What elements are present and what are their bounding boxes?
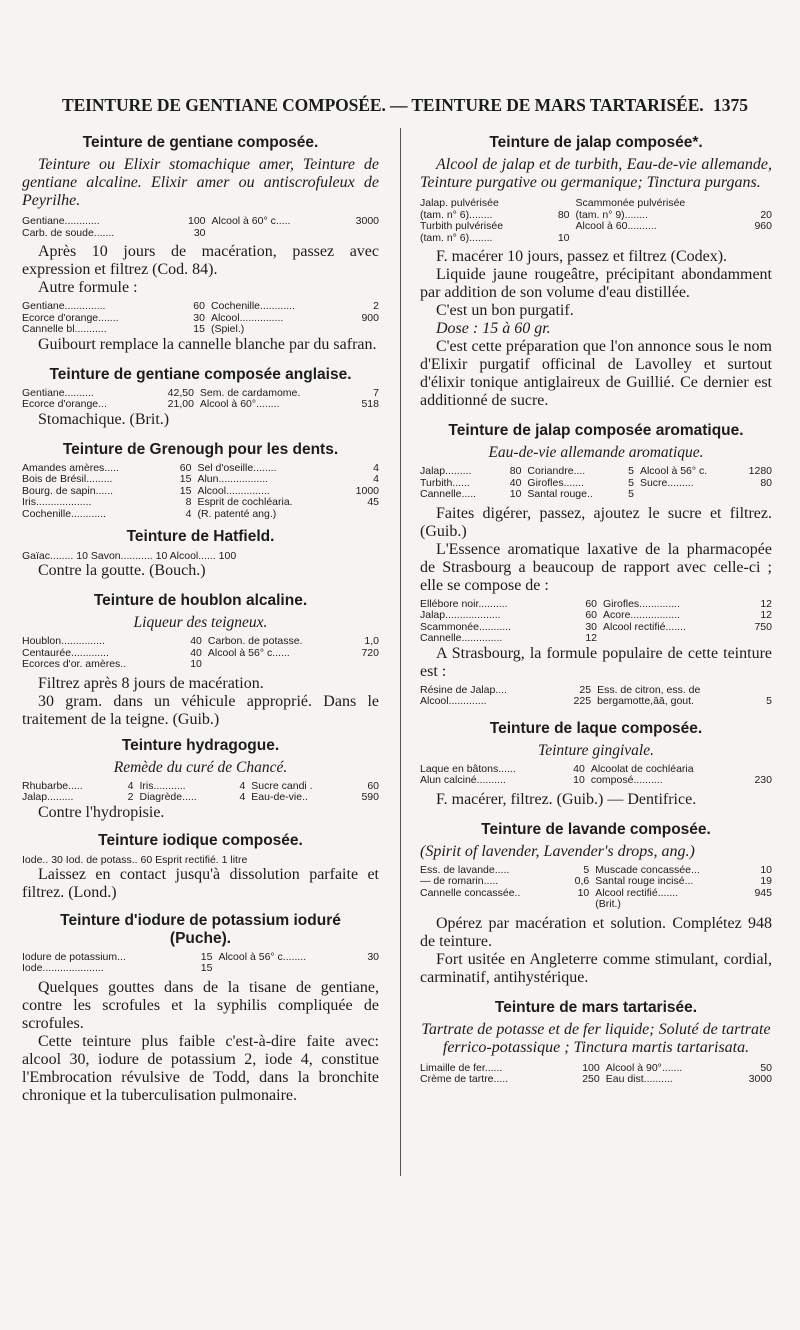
ingredient-quantity: 4 <box>127 779 134 792</box>
ingredient-quantity: 21,00 <box>167 398 194 410</box>
ingredient-quantity: 2 <box>373 300 379 312</box>
section-title: Teinture de jalap composée*. <box>489 134 703 151</box>
ingredient-quantity <box>343 509 379 521</box>
ingredient-quantity <box>360 963 379 975</box>
right-column <box>420 128 772 1086</box>
section-title: Teinture de mars tartarisée. <box>494 998 698 1016</box>
paragraph: 30 gram. dans un véhicule approprié. Dans le traitement de la teigne. (Guib.) <box>22 692 379 728</box>
ingredient-quantity: 5 <box>766 695 772 707</box>
ingredient-name: — de romarin..... <box>420 875 499 887</box>
ingredient-quantity: 10 <box>760 863 772 876</box>
ingredient-quantity: 100 <box>582 1061 600 1074</box>
paragraph: L'Essence aromatique laxative de la pharmacopée de Strasbourg a beaucoup de rapport avec celle-ci ; elle se compose de : <box>420 540 772 594</box>
ingredient-quantity: 20 <box>760 208 772 221</box>
ingredient-quantity: 30 <box>367 950 379 963</box>
section-title: Teinture de houblon alcaline. <box>93 592 308 609</box>
recipe-row <box>420 696 772 708</box>
ingredient-name: Houblon............... <box>22 635 105 647</box>
ingredient-quantity: 12 <box>760 597 772 610</box>
recipe-table <box>22 781 379 804</box>
ingredient-quantity <box>350 324 379 336</box>
ingredient-name: Gentiane............ <box>22 215 100 227</box>
ingredient-name: Carb. de soude....... <box>22 226 115 239</box>
recipe-table <box>420 764 772 787</box>
ingredient-name: Ecorce d'orange....... <box>22 311 119 324</box>
ingredient-quantity <box>565 899 595 911</box>
ingredient-quantity: 5 <box>628 465 634 477</box>
recipe-row <box>420 466 772 478</box>
paragraph: Faites digérer, passez, ajoutez le sucre et filtrez. (Guib.) <box>420 504 772 540</box>
ingredient-name: bergamotte,āā, gout. <box>597 695 694 707</box>
ingredient-quantity: 40 <box>190 635 202 647</box>
ingredient-quantity <box>352 659 379 671</box>
ingredient-quantity: 80 <box>557 208 570 221</box>
ingredient-quantity: 590 <box>361 791 379 803</box>
ingredient-quantity: 5 <box>628 476 634 489</box>
paragraph: Cette teinture plus faible c'est-à-dire faite avec: alcool 30, iodure de potassium 2, iode 4, constitue l'Embrocation révulsive de Todd, dans la bronchite chronique et la tuberculisation pulmonaire. <box>22 1032 379 1104</box>
ingredient-name: (tam. n° 6)........ <box>420 208 493 221</box>
ingredient-quantity: 40 <box>573 762 585 775</box>
recipe-row <box>22 509 379 521</box>
recipe-table <box>22 636 379 671</box>
recipe-row <box>22 659 379 671</box>
ingredient-name: Crème de tartre..... <box>420 1073 509 1085</box>
recipe-row <box>420 876 772 888</box>
recipe-row <box>22 474 379 486</box>
recipe-line: Iode.. 30 Iod. de potass.. 60 Esprit rectifié. 1 litre <box>22 853 248 866</box>
ingredient-name: Jalap......... <box>22 791 74 803</box>
paragraph: Stomachique. (Brit.) <box>38 410 170 428</box>
ingredient-quantity: 15 <box>179 473 192 485</box>
ingredient-name: Turbith...... <box>420 476 470 489</box>
paragraph: Guibourt remplace la cannelle blanche par du safran. <box>38 335 377 353</box>
paragraph: Contre la goutte. (Bouch.) <box>38 562 206 579</box>
recipe-row <box>22 497 379 509</box>
paragraph: Autre formule : <box>38 279 138 296</box>
ingredient-quantity: 10 <box>190 658 202 670</box>
ingredient-name: (tam. n° 9)........ <box>575 208 648 221</box>
ingredient-name: (R. patenté ang.) <box>197 507 277 520</box>
ingredient-quantity <box>747 899 772 911</box>
ingredient-name: Alcool à 56° c. <box>639 465 708 477</box>
ingredient-quantity: 1000 <box>355 484 379 497</box>
ingredient-name: Carbon. de potasse. <box>207 635 303 647</box>
paragraph: Liquide jaune rougeâtre, précipitant abondamment par addition de son volume d'eau distillée. <box>420 266 772 301</box>
paragraph: F. macérer 10 jours, passez et filtrez (Codex). <box>436 248 728 265</box>
recipe-row <box>420 775 772 787</box>
section-subtitle: Remède du curé de Chancé. <box>113 758 288 776</box>
ingredient-name: Gentiane.......... <box>22 386 94 399</box>
ingredient-name: Alcool à 60.......... <box>575 220 657 232</box>
ingredient-name: Turbith pulvérisée <box>420 220 504 232</box>
recipe-row <box>22 301 379 313</box>
ingredient-name: Alun................. <box>197 473 269 485</box>
ingredient-name: Acore................. <box>603 609 681 621</box>
ingredient-name <box>212 228 341 240</box>
ingredient-quantity: 50 <box>760 1061 772 1074</box>
ingredient-name: Alcool à 56° c...... <box>207 646 290 659</box>
recipe-table <box>22 952 379 975</box>
ingredient-name: composé.......... <box>590 774 663 786</box>
recipe-row <box>420 221 772 233</box>
section-title: Teinture de laque composée. <box>489 719 703 737</box>
ingredient-name: Iode..................... <box>22 962 104 974</box>
ingredient-quantity <box>548 221 575 233</box>
ingredient-quantity: 80 <box>760 476 772 489</box>
ingredient-quantity: 42,50 <box>167 386 194 399</box>
ingredient-quantity: 518 <box>361 398 379 410</box>
ingredient-quantity: 8 <box>185 496 192 508</box>
recipe-row <box>420 489 772 501</box>
ingredient-name: Sucre candi . <box>251 779 313 792</box>
column-divider <box>400 128 401 1176</box>
ingredient-name: Bourg. de sapin...... <box>22 484 114 497</box>
section-subtitle: Teinture gingivale. <box>538 741 654 759</box>
section-subtitle: Eau-de-vie allemande aromatique. <box>488 444 704 461</box>
ingredient-quantity: 60 <box>585 609 597 621</box>
ingredient-quantity <box>341 228 379 240</box>
ingredient-quantity: 1280 <box>748 465 772 477</box>
section-title: Teinture de Hatfield. <box>126 528 275 545</box>
ingredient-name: Ecorce d'orange... <box>22 398 107 410</box>
section-title: Teinture d'iodure de potassium ioduré <box>60 911 341 929</box>
ingredient-name: Ecorces d'or. amères.. <box>22 658 127 670</box>
paragraph: Après 10 jours de macération, passez avec expression et filtrez (Cod. 84). <box>22 243 379 278</box>
ingredient-name: Scammonée........... <box>420 620 512 633</box>
ingredient-quantity: 4 <box>239 791 246 803</box>
ingredient-name: Esprit de cochléaria. <box>197 496 293 508</box>
recipe-row <box>420 899 772 911</box>
ingredient-quantity: 7 <box>373 386 379 399</box>
ingredient-name: Jalap......... <box>420 465 472 477</box>
ingredient-name: (Brit.) <box>595 898 621 910</box>
ingredient-name: Sucre......... <box>639 476 694 489</box>
recipe-row <box>420 633 772 645</box>
section-title: Teinture de gentiane composée. <box>82 134 319 151</box>
ingredient-name <box>603 633 742 645</box>
ingredient-quantity: 5 <box>583 863 590 876</box>
ingredient-name: Cannelle concassée.. <box>420 886 521 899</box>
recipe-table <box>420 865 772 911</box>
ingredient-quantity: 25 <box>579 683 592 696</box>
ingredient-quantity: 10 <box>573 774 585 786</box>
ingredient-quantity: 60 <box>193 300 205 312</box>
recipe-table <box>22 463 379 521</box>
ingredient-quantity: 2 <box>127 791 134 803</box>
ingredient-name: Cochenille............ <box>210 300 296 312</box>
recipe-row <box>420 1074 772 1086</box>
dose-line: Dose : 15 à 60 gr. <box>436 320 551 337</box>
ingredient-name: Laque en bâtons...... <box>420 762 516 775</box>
ingredient-name: Alcool............... <box>197 484 270 497</box>
ingredient-quantity: 45 <box>367 496 379 508</box>
ingredient-quantity: 4 <box>373 473 379 485</box>
ingredient-name: Limaille de fer...... <box>420 1061 503 1074</box>
ingredient-name <box>208 659 352 671</box>
recipe-row <box>420 198 772 210</box>
recipe-row <box>22 781 379 793</box>
ingredient-quantity: 1,0 <box>364 635 379 647</box>
recipe-row <box>22 399 379 411</box>
section-synonyms: (Spirit of lavender, Lavender's drops, ang.) <box>420 842 695 860</box>
ingredient-name: Iris................... <box>22 496 92 508</box>
ingredient-quantity: 15 <box>193 323 205 335</box>
ingredient-name: Diagrède..... <box>139 791 197 803</box>
section-synonyms: Alcool de jalap et de turbith, Eau-de-vie allemande, Teinture purgative ou germanique; Tinctura purgans. <box>420 156 772 191</box>
ingredient-name: Girofles.............. <box>603 597 681 610</box>
recipe-table <box>22 388 379 411</box>
recipe-row <box>22 324 379 336</box>
ingredient-name: Ess. de citron, ess. de <box>597 683 701 696</box>
ingredient-quantity: 250 <box>582 1073 600 1085</box>
ingredient-quantity: 60 <box>367 779 379 792</box>
ingredient-quantity: 4 <box>373 461 379 474</box>
recipe-row <box>420 233 772 245</box>
ingredient-name: Alcool à 60° c..... <box>211 215 291 227</box>
ingredient-quantity: 80 <box>509 465 522 477</box>
ingredient-name: Alcool rectifié....... <box>603 620 686 633</box>
ingredient-name: Alcool à 90°....... <box>605 1061 683 1074</box>
section-title: Teinture iodique composée. <box>98 831 303 849</box>
ingredient-name: Alcool............... <box>210 311 284 324</box>
ingredient-name: Cochenille............ <box>22 507 107 520</box>
section-title: Teinture de jalap composée aromatique. <box>448 422 744 439</box>
ingredient-name: Eau-de-vie.. <box>251 791 308 803</box>
recipe-table <box>22 301 379 336</box>
ingredient-quantity <box>745 198 772 210</box>
section-title-continued: (Puche). <box>169 929 232 947</box>
ingredient-name: (Spiel.) <box>210 323 245 335</box>
ingredient-name: Alcool rectifié....... <box>595 886 679 899</box>
ingredient-name: Eau dist.......... <box>605 1073 673 1085</box>
recipe-row <box>22 216 379 228</box>
ingredient-quantity: 30 <box>193 311 205 324</box>
ingredient-quantity: 5 <box>628 488 634 500</box>
ingredient-quantity: 30 <box>585 620 597 633</box>
ingredient-quantity: 4 <box>185 507 192 520</box>
ingredient-quantity <box>742 633 772 645</box>
section-synonyms: Teinture ou Elixir stomachique amer, Teinture de gentiane alcaline. Elixir amer ou antiscrofuleux de Peyrilhe. <box>22 156 379 209</box>
ingredient-name: Alcool à 60°........ <box>199 398 280 410</box>
ingredient-name: Girofles....... <box>527 476 585 489</box>
recipe-row <box>420 610 772 622</box>
ingredient-quantity <box>738 489 772 501</box>
recipe-table <box>420 1063 772 1086</box>
ingredient-quantity: 30 <box>193 226 206 239</box>
ingredient-name: Iris........... <box>139 779 186 792</box>
paragraph: A Strasbourg, la formule populaire de cette teinture est : <box>420 644 772 680</box>
recipe-line: Gaïac........ 10 Savon........... 10 Alcool...... 100 <box>22 550 237 562</box>
ingredient-name <box>420 899 565 911</box>
ingredient-name: Gentiane.............. <box>22 300 106 312</box>
ingredient-name <box>576 233 745 245</box>
ingredient-quantity: 720 <box>361 646 379 659</box>
recipe-row <box>22 963 379 975</box>
recipe-table <box>420 466 772 501</box>
ingredient-quantity: 10 <box>557 231 570 244</box>
ingredient-name: Alun calciné.......... <box>420 774 506 786</box>
ingredient-quantity: 12 <box>760 609 772 621</box>
ingredient-name: Cannelle..... <box>420 488 477 500</box>
ingredient-name: Jalap. pulvérisée <box>420 197 499 209</box>
page-number: 1375 <box>713 95 748 115</box>
ingredient-name: Bois de Brésil......... <box>22 473 113 485</box>
ingredient-name: (tam. n° 6)........ <box>420 231 493 244</box>
ingredient-quantity: 40 <box>190 646 202 659</box>
ingredient-name: Jalap................... <box>420 609 501 621</box>
section-synonyms: Tartrate de potasse et de fer liquide; Soluté de tartrate ferrico-potassique ; Tinctura martis tartarisata. <box>421 1020 771 1056</box>
ingredient-quantity: 945 <box>754 886 772 899</box>
ingredient-name: Muscade concassée... <box>595 863 700 876</box>
paragraph: Filtrez après 8 jours de macération. <box>38 674 264 692</box>
ingredient-quantity: 19 <box>760 875 772 887</box>
ingredient-quantity: 10 <box>577 886 590 899</box>
section-subtitle: Liqueur des teigneux. <box>133 614 268 631</box>
recipe-row <box>22 636 379 648</box>
ingredient-quantity: 225 <box>573 695 592 707</box>
ingredient-quantity <box>548 198 575 210</box>
recipe-table <box>420 685 772 708</box>
ingredient-name: Ellébore noir.......... <box>420 597 508 610</box>
left-column <box>22 128 379 1105</box>
ingredient-name: Rhubarbe..... <box>22 779 83 792</box>
recipe-row <box>22 228 379 240</box>
ingredient-quantity: 10 <box>509 488 522 500</box>
section-title: Teinture hydragogue. <box>121 736 280 754</box>
recipe-row <box>22 792 379 804</box>
paragraph: Laissez en contact jusqu'à dissolution parfaite et filtrez. (Lond.) <box>22 865 379 901</box>
ingredient-name: Ess. de lavande..... <box>420 863 510 876</box>
ingredient-name <box>218 963 360 975</box>
ingredient-name: Cannelle bl........... <box>22 323 107 335</box>
section-title: Teinture de lavande composée. <box>481 820 711 838</box>
ingredient-name <box>640 489 738 501</box>
recipe-table <box>420 198 772 244</box>
ingredient-quantity: 100 <box>188 215 206 227</box>
ingredient-name: Coriandre.... <box>527 465 586 477</box>
ingredient-name: Sem. de cardamome. <box>199 386 301 399</box>
ingredient-quantity: 60 <box>179 461 192 474</box>
section-title: Teinture de Grenough pour les dents. <box>62 440 339 458</box>
running-title: TEINTURE DE GENTIANE COMPOSÉE. — TEINTURE DE MARS TARTARISÉE. <box>62 95 704 115</box>
ingredient-name: Santal rouge.. <box>527 488 593 500</box>
ingredient-name: Résine de Jalap.... <box>420 683 507 696</box>
ingredient-quantity: 15 <box>179 484 192 497</box>
paragraph: Opérez par macération et solution. Complétez 948 de teinture. <box>420 914 772 950</box>
ingredient-name: Cannelle.............. <box>420 632 503 644</box>
paragraph: Quelques gouttes dans de la tisane de gentiane, contre les scrofules et la syphilis compliquée de scrofules. <box>22 978 379 1032</box>
ingredient-quantity: 750 <box>754 620 772 633</box>
paragraph: Contre l'hydropisie. <box>38 803 165 821</box>
ingredient-name: Alcool à 56° c........ <box>218 950 307 963</box>
ingredient-name: Santal rouge incisé... <box>595 875 694 887</box>
ingredient-quantity: 40 <box>509 476 522 489</box>
paragraph: F. macérer, filtrez. (Guib.) — Dentifrice. <box>436 790 697 808</box>
ingredient-name: Sel d'oseille........ <box>197 461 277 474</box>
paragraph: C'est un bon purgatif. <box>436 302 574 319</box>
ingredient-name: Amandes amères..... <box>22 461 119 474</box>
ingredient-name: Centaurée............. <box>22 646 109 659</box>
recipe-table <box>420 599 772 645</box>
ingredient-quantity: 900 <box>361 311 379 324</box>
ingredient-quantity: 15 <box>200 962 213 974</box>
ingredient-quantity: 3000 <box>748 1073 772 1085</box>
ingredient-quantity: 60 <box>585 597 597 610</box>
ingredient-name: Iodure de potassium... <box>22 950 126 963</box>
ingredient-quantity: 230 <box>754 774 772 786</box>
recipe-table <box>22 216 379 239</box>
ingredient-quantity: 4 <box>239 779 246 792</box>
ingredient-name: Alcoolat de cochléaria <box>590 762 694 775</box>
ingredient-name: Scammonée pulvérisée <box>575 197 686 209</box>
ingredient-quantity: 15 <box>200 950 213 963</box>
ingredient-quantity: 960 <box>754 220 772 232</box>
paragraph: C'est cette préparation que l'on annonce sous le nom d'Elixir purgatif officinal de Lavolley et surtout d'élixir tonique antiglaireux de Guillié. Ce dernier est additionné de sucre. <box>420 338 772 409</box>
ingredient-quantity: 0,6 <box>574 875 590 887</box>
ingredient-name: Alcool............. <box>420 695 487 707</box>
paragraph: Fort usitée en Angleterre comme stimulant, cordial, carminatif, antihystérique. <box>420 950 772 986</box>
section-title: Teinture de gentiane composée anglaise. <box>49 365 352 383</box>
ingredient-quantity: 12 <box>585 632 597 644</box>
running-header <box>62 95 748 121</box>
ingredient-quantity: 3000 <box>355 215 379 227</box>
ingredient-quantity <box>745 233 772 245</box>
